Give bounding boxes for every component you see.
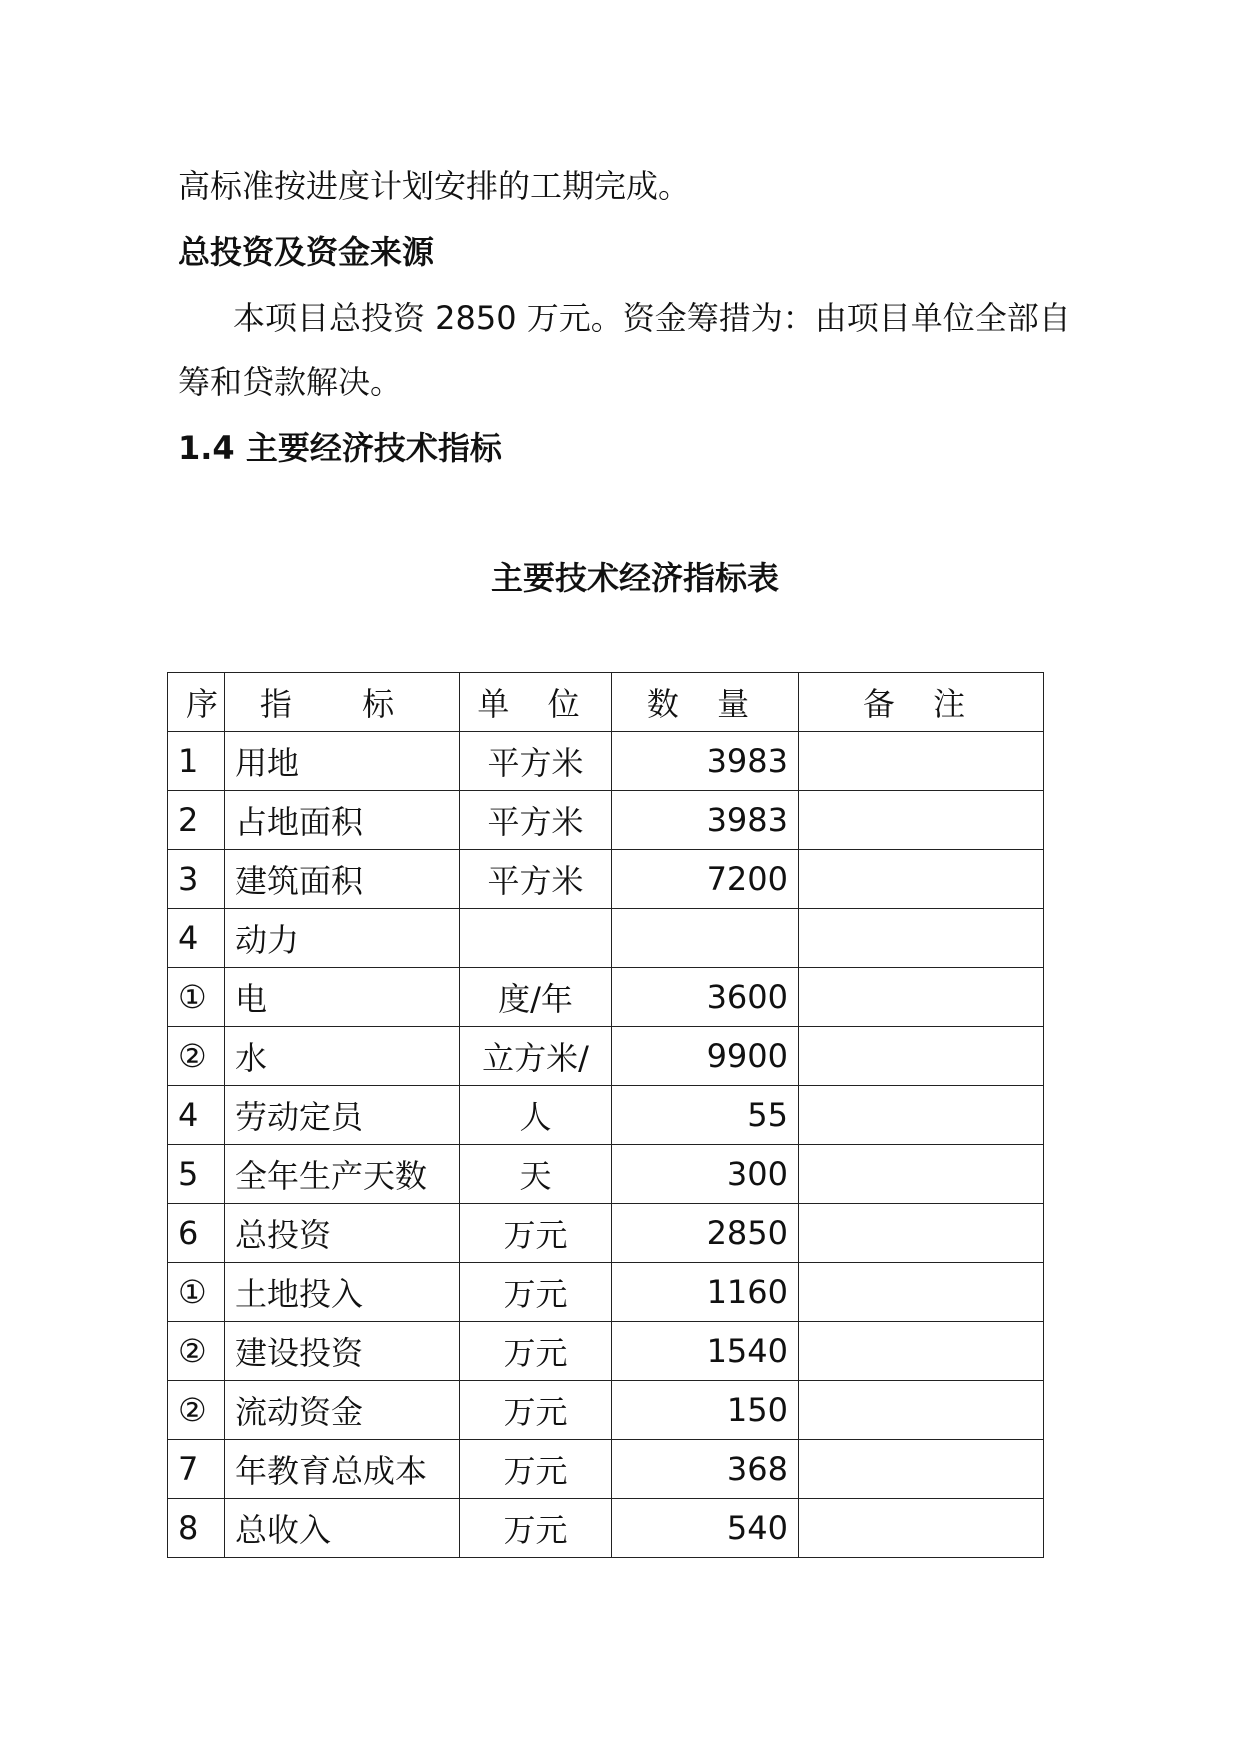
table-row xyxy=(168,1440,1044,1499)
cell-indicator: 全年生产天数 xyxy=(225,1145,460,1204)
cell-indicator: 电 xyxy=(225,968,460,1027)
cell-seq: 1 xyxy=(168,732,225,791)
cell-note xyxy=(799,1086,1044,1145)
cell-quantity: 1160 xyxy=(612,1263,799,1322)
cell-seq: 4 xyxy=(168,1086,225,1145)
header-note: 备 注 xyxy=(799,673,1044,732)
cell-unit: 万元 xyxy=(460,1440,612,1499)
table-row xyxy=(168,1145,1044,1204)
header-indicator: 指 标 xyxy=(225,673,460,732)
cell-seq: 6 xyxy=(168,1204,225,1263)
cell-unit: 立方米/ xyxy=(460,1027,612,1086)
cell-note xyxy=(799,1027,1044,1086)
cell-indicator: 建筑面积 xyxy=(225,850,460,909)
cell-unit: 平方米 xyxy=(460,850,612,909)
cell-note xyxy=(799,1381,1044,1440)
table-row xyxy=(168,909,1044,968)
indicator-table xyxy=(167,672,1044,1558)
table-row xyxy=(168,1499,1044,1558)
cell-indicator: 土地投入 xyxy=(225,1263,460,1322)
paragraph-investment: 本项目总投资 2850 万元。资金筹措为：由项目单位全部自 xyxy=(233,299,1071,337)
cell-seq: 8 xyxy=(168,1499,225,1558)
paragraph-investment-continued: 筹和贷款解决。 xyxy=(178,363,403,401)
cell-unit: 度/年 xyxy=(460,968,612,1027)
cell-note xyxy=(799,1263,1044,1322)
cell-indicator: 劳动定员 xyxy=(225,1086,460,1145)
table-row xyxy=(168,968,1044,1027)
table-header-row xyxy=(168,673,1044,732)
cell-note xyxy=(799,1499,1044,1558)
cell-quantity: 9900 xyxy=(612,1027,799,1086)
cell-unit: 万元 xyxy=(460,1322,612,1381)
header-unit: 单 位 xyxy=(460,673,612,732)
cell-indicator: 建设投资 xyxy=(225,1322,460,1381)
cell-unit: 万元 xyxy=(460,1263,612,1322)
cell-seq: 2 xyxy=(168,791,225,850)
cell-quantity: 2850 xyxy=(612,1204,799,1263)
paragraph-line: 高标准按进度计划安排的工期完成。 xyxy=(178,167,691,205)
cell-seq: 3 xyxy=(168,850,225,909)
cell-quantity: 3983 xyxy=(612,791,799,850)
cell-unit: 万元 xyxy=(460,1204,612,1263)
table-row xyxy=(168,1381,1044,1440)
cell-indicator: 总投资 xyxy=(225,1204,460,1263)
cell-note xyxy=(799,968,1044,1027)
table-row xyxy=(168,791,1044,850)
cell-indicator: 动力 xyxy=(225,909,460,968)
cell-note xyxy=(799,850,1044,909)
cell-quantity: 540 xyxy=(612,1499,799,1558)
cell-note xyxy=(799,1145,1044,1204)
section-heading-funding: 总投资及资金来源 xyxy=(178,233,435,271)
table-row xyxy=(168,732,1044,791)
cell-note xyxy=(799,909,1044,968)
table-row xyxy=(168,1263,1044,1322)
cell-indicator: 占地面积 xyxy=(225,791,460,850)
table-row xyxy=(168,850,1044,909)
cell-quantity: 368 xyxy=(612,1440,799,1499)
cell-unit: 人 xyxy=(460,1086,612,1145)
cell-unit: 万元 xyxy=(460,1381,612,1440)
cell-note xyxy=(799,1440,1044,1499)
cell-note xyxy=(799,1204,1044,1263)
cell-seq: 5 xyxy=(168,1145,225,1204)
cell-quantity: 1540 xyxy=(612,1322,799,1381)
cell-seq: ② xyxy=(168,1322,225,1381)
cell-seq: ② xyxy=(168,1381,225,1440)
cell-note xyxy=(799,1322,1044,1381)
cell-quantity xyxy=(612,909,799,968)
table-title: 主要技术经济指标表 xyxy=(490,559,779,597)
cell-quantity: 300 xyxy=(612,1145,799,1204)
cell-indicator: 流动资金 xyxy=(225,1381,460,1440)
cell-quantity: 55 xyxy=(612,1086,799,1145)
cell-seq: ① xyxy=(168,1263,225,1322)
cell-seq: ① xyxy=(168,968,225,1027)
cell-unit: 万元 xyxy=(460,1499,612,1558)
cell-indicator: 总收入 xyxy=(225,1499,460,1558)
cell-seq: ② xyxy=(168,1027,225,1086)
cell-quantity: 150 xyxy=(612,1381,799,1440)
section-heading-indicators: 1.4 主要经济技术指标 xyxy=(178,429,502,467)
cell-indicator: 用地 xyxy=(225,732,460,791)
cell-quantity: 3983 xyxy=(612,732,799,791)
cell-quantity: 7200 xyxy=(612,850,799,909)
table-row xyxy=(168,1027,1044,1086)
cell-indicator: 水 xyxy=(225,1027,460,1086)
cell-seq: 7 xyxy=(168,1440,225,1499)
table-row xyxy=(168,1322,1044,1381)
table-row xyxy=(168,1204,1044,1263)
cell-unit: 天 xyxy=(460,1145,612,1204)
header-seq: 序 xyxy=(168,673,225,732)
cell-indicator: 年教育总成本 xyxy=(225,1440,460,1499)
cell-note xyxy=(799,791,1044,850)
table-row xyxy=(168,1086,1044,1145)
cell-note xyxy=(799,732,1044,791)
header-quantity: 数 量 xyxy=(612,673,799,732)
cell-seq: 4 xyxy=(168,909,225,968)
cell-quantity: 3600 xyxy=(612,968,799,1027)
cell-unit xyxy=(460,909,612,968)
cell-unit: 平方米 xyxy=(460,791,612,850)
cell-unit: 平方米 xyxy=(460,732,612,791)
